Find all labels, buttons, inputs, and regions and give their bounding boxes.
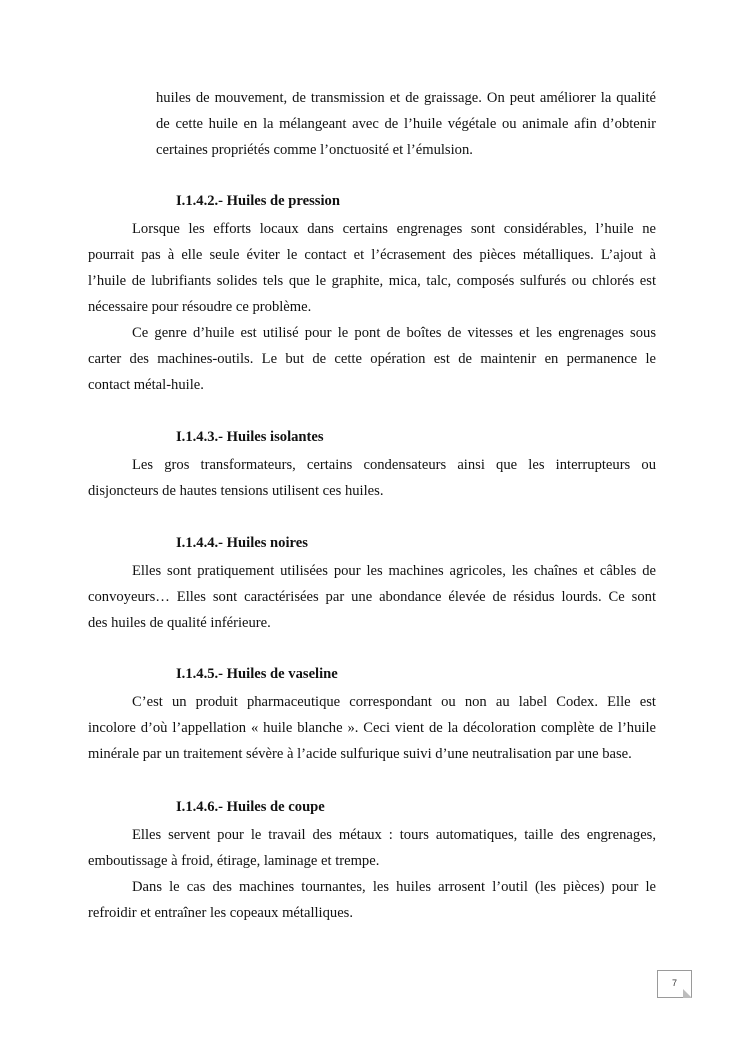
paragraph-line: C’est un produit pharmaceutique correspondant ou non au label Codex. Elle est <box>132 694 656 710</box>
paragraph-line: Dans le cas des machines tournantes, les huiles arrosent l’outil (les pièces) pour le <box>132 879 656 895</box>
paragraph-line: disjoncteurs de hautes tensions utilisent ces huiles. <box>88 483 384 499</box>
paragraph-line: convoyeurs… Elles sont caractérisées par une abondance élevée de résidus lourds. Ce sont <box>88 589 656 605</box>
paragraph-line: Ce genre d’huile est utilisé pour le pont de boîtes de vitesses et les engrenages sous <box>132 325 656 341</box>
section-heading: I.1.4.3.- Huiles isolantes <box>176 429 324 445</box>
paragraph-line: Elles sont pratiquement utilisées pour les machines agricoles, les chaînes et câbles de <box>132 563 656 579</box>
paragraph-line: Les gros transformateurs, certains condensateurs ainsi que les interrupteurs ou <box>132 457 656 473</box>
page-curl-icon <box>683 989 692 998</box>
paragraph-line: emboutissage à froid, étirage, laminage et trempe. <box>88 853 380 869</box>
paragraph-line: refroidir et entraîner les copeaux métalliques. <box>88 905 354 921</box>
section-heading: I.1.4.2.- Huiles de pression <box>176 193 340 209</box>
page-number: 7 <box>671 978 677 988</box>
paragraph-line: Lorsque les efforts locaux dans certains engrenages sont considérables, l’huile ne <box>132 221 656 237</box>
section-heading: I.1.4.4.- Huiles noires <box>176 535 308 551</box>
page-number-box <box>657 970 692 998</box>
intro-line: certaines propriétés comme l’onctuosité et l’émulsion. <box>156 142 473 158</box>
paragraph-line: l’huile de lubrifiants solides tels que le graphite, mica, talc, composés sulfurés ou chlorés est <box>88 273 656 289</box>
intro-line: de cette huile en la mélangeant avec de l’huile végétale ou animale afin d’obtenir <box>156 116 656 132</box>
section-heading: I.1.4.6.- Huiles de coupe <box>176 799 325 815</box>
paragraph-line: Elles servent pour le travail des métaux : tours automatiques, taille des engrenages, <box>132 827 656 843</box>
paragraph-line: nécessaire pour résoudre ce problème. <box>88 299 312 315</box>
paragraph-line: incolore d’où l’appellation « huile blanche ». Ceci vient de la décoloration complète de l’huile <box>88 720 656 736</box>
intro-line: huiles de mouvement, de transmission et de graissage. On peut améliorer la qualité <box>156 90 656 106</box>
section-heading: I.1.4.5.- Huiles de vaseline <box>176 666 338 682</box>
paragraph-line: minérale par un traitement sévère à l’acide sulfurique suivi d’une neutralisation par une base. <box>88 746 632 762</box>
paragraph-line: carter des machines-outils. Le but de cette opération est de maintenir en permanence le <box>88 351 656 367</box>
paragraph-line: pourrait pas à elle seule éviter le contact et l’écrasement des pièces métalliques. L’ajout à <box>88 247 656 263</box>
paragraph-line: contact métal-huile. <box>88 377 204 393</box>
paragraph-line: des huiles de qualité inférieure. <box>88 615 271 631</box>
